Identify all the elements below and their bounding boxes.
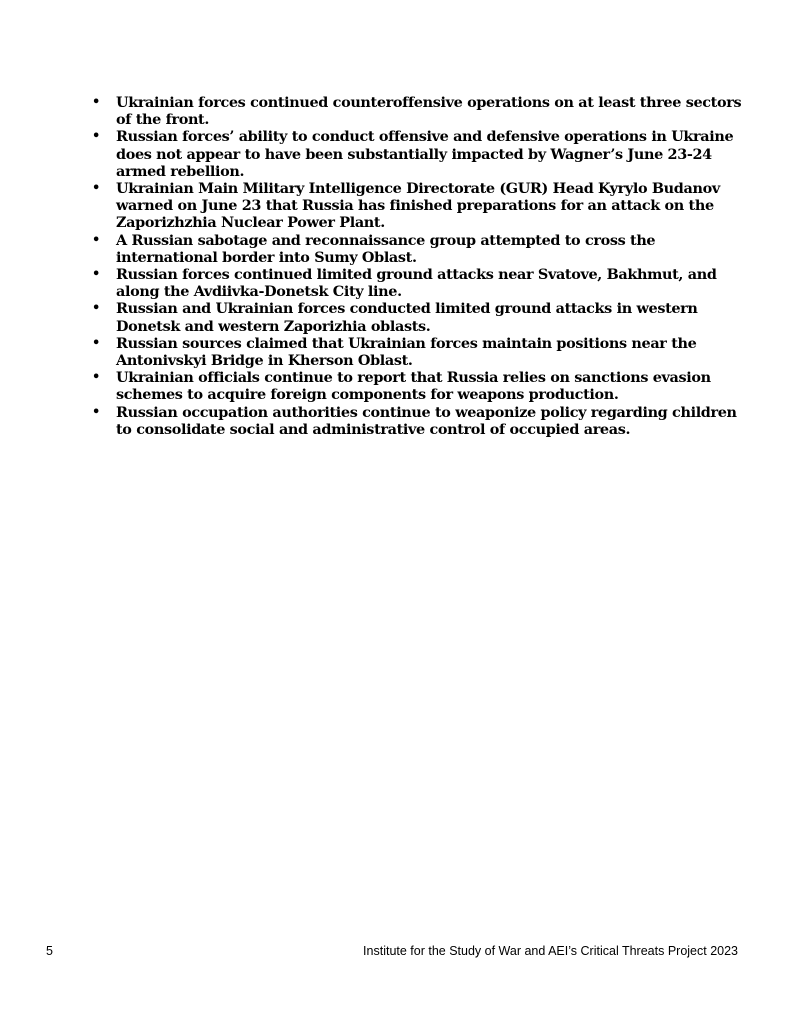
list-item-text: Russian forces’ ability to conduct offensive and defensive operations in Ukraine does not appear to have been substantially impacted by Wagner’s June 23-24 armed rebellion. [116, 128, 734, 180]
list-item [92, 94, 752, 128]
list-item-text: Ukrainian officials continue to report that Russia relies on sanctions evasion schemes to acquire foreign components for weapons production. [116, 369, 711, 404]
bullet-icon: • [92, 404, 100, 420]
list-item-text: Ukrainian Main Military Intelligence Directorate (GUR) Head Kyrylo Budanov warned on June 23 that Russia has finished preparations for an attack on the Zaporizhzhia Nuclear Power Plant. [116, 180, 720, 232]
list-item-text: A Russian sabotage and reconnaissance group attempted to cross the international border into Sumy Oblast. [116, 231, 656, 266]
list-item [92, 266, 752, 300]
bullet-icon: • [92, 335, 100, 351]
list-item [92, 335, 752, 369]
list-item-text: Ukrainian forces continued counteroffensive operations on at least three sectors of the front. [116, 94, 742, 129]
bullet-icon: • [92, 129, 100, 145]
list-item [92, 128, 752, 180]
list-item-text: Russian and Ukrainian forces conducted limited ground attacks in western Donetsk and western Zaporizhia oblasts. [116, 300, 698, 335]
list-item [92, 369, 752, 403]
bullet-icon: • [92, 370, 100, 386]
bullet-icon: • [92, 181, 100, 197]
list-item [92, 232, 752, 266]
key-takeaways-list [92, 94, 752, 438]
list-item [92, 180, 752, 232]
list-item [92, 404, 752, 438]
bullet-icon: • [92, 267, 100, 283]
page-number: 5 [46, 944, 53, 958]
bullet-icon: • [92, 232, 100, 248]
list-item [92, 300, 752, 334]
bullet-icon: • [92, 95, 100, 110]
list-item-text: Russian sources claimed that Ukrainian forces maintain positions near the Antonivskyi Bridge in Kherson Oblast. [116, 334, 697, 370]
footer-credit: Institute for the Study of War and AEI’s Critical Threats Project 2023 [363, 944, 738, 958]
list-item-text: Russian forces continued limited ground attacks near Svatove, Bakhmut, and along the Avdiivka-Donetsk City line. [116, 266, 717, 301]
list-item-text: Russian occupation authorities continue to weaponize policy regarding children to consolidate social and administrative control of occupied areas. [116, 403, 737, 438]
bullet-icon: • [92, 301, 100, 317]
